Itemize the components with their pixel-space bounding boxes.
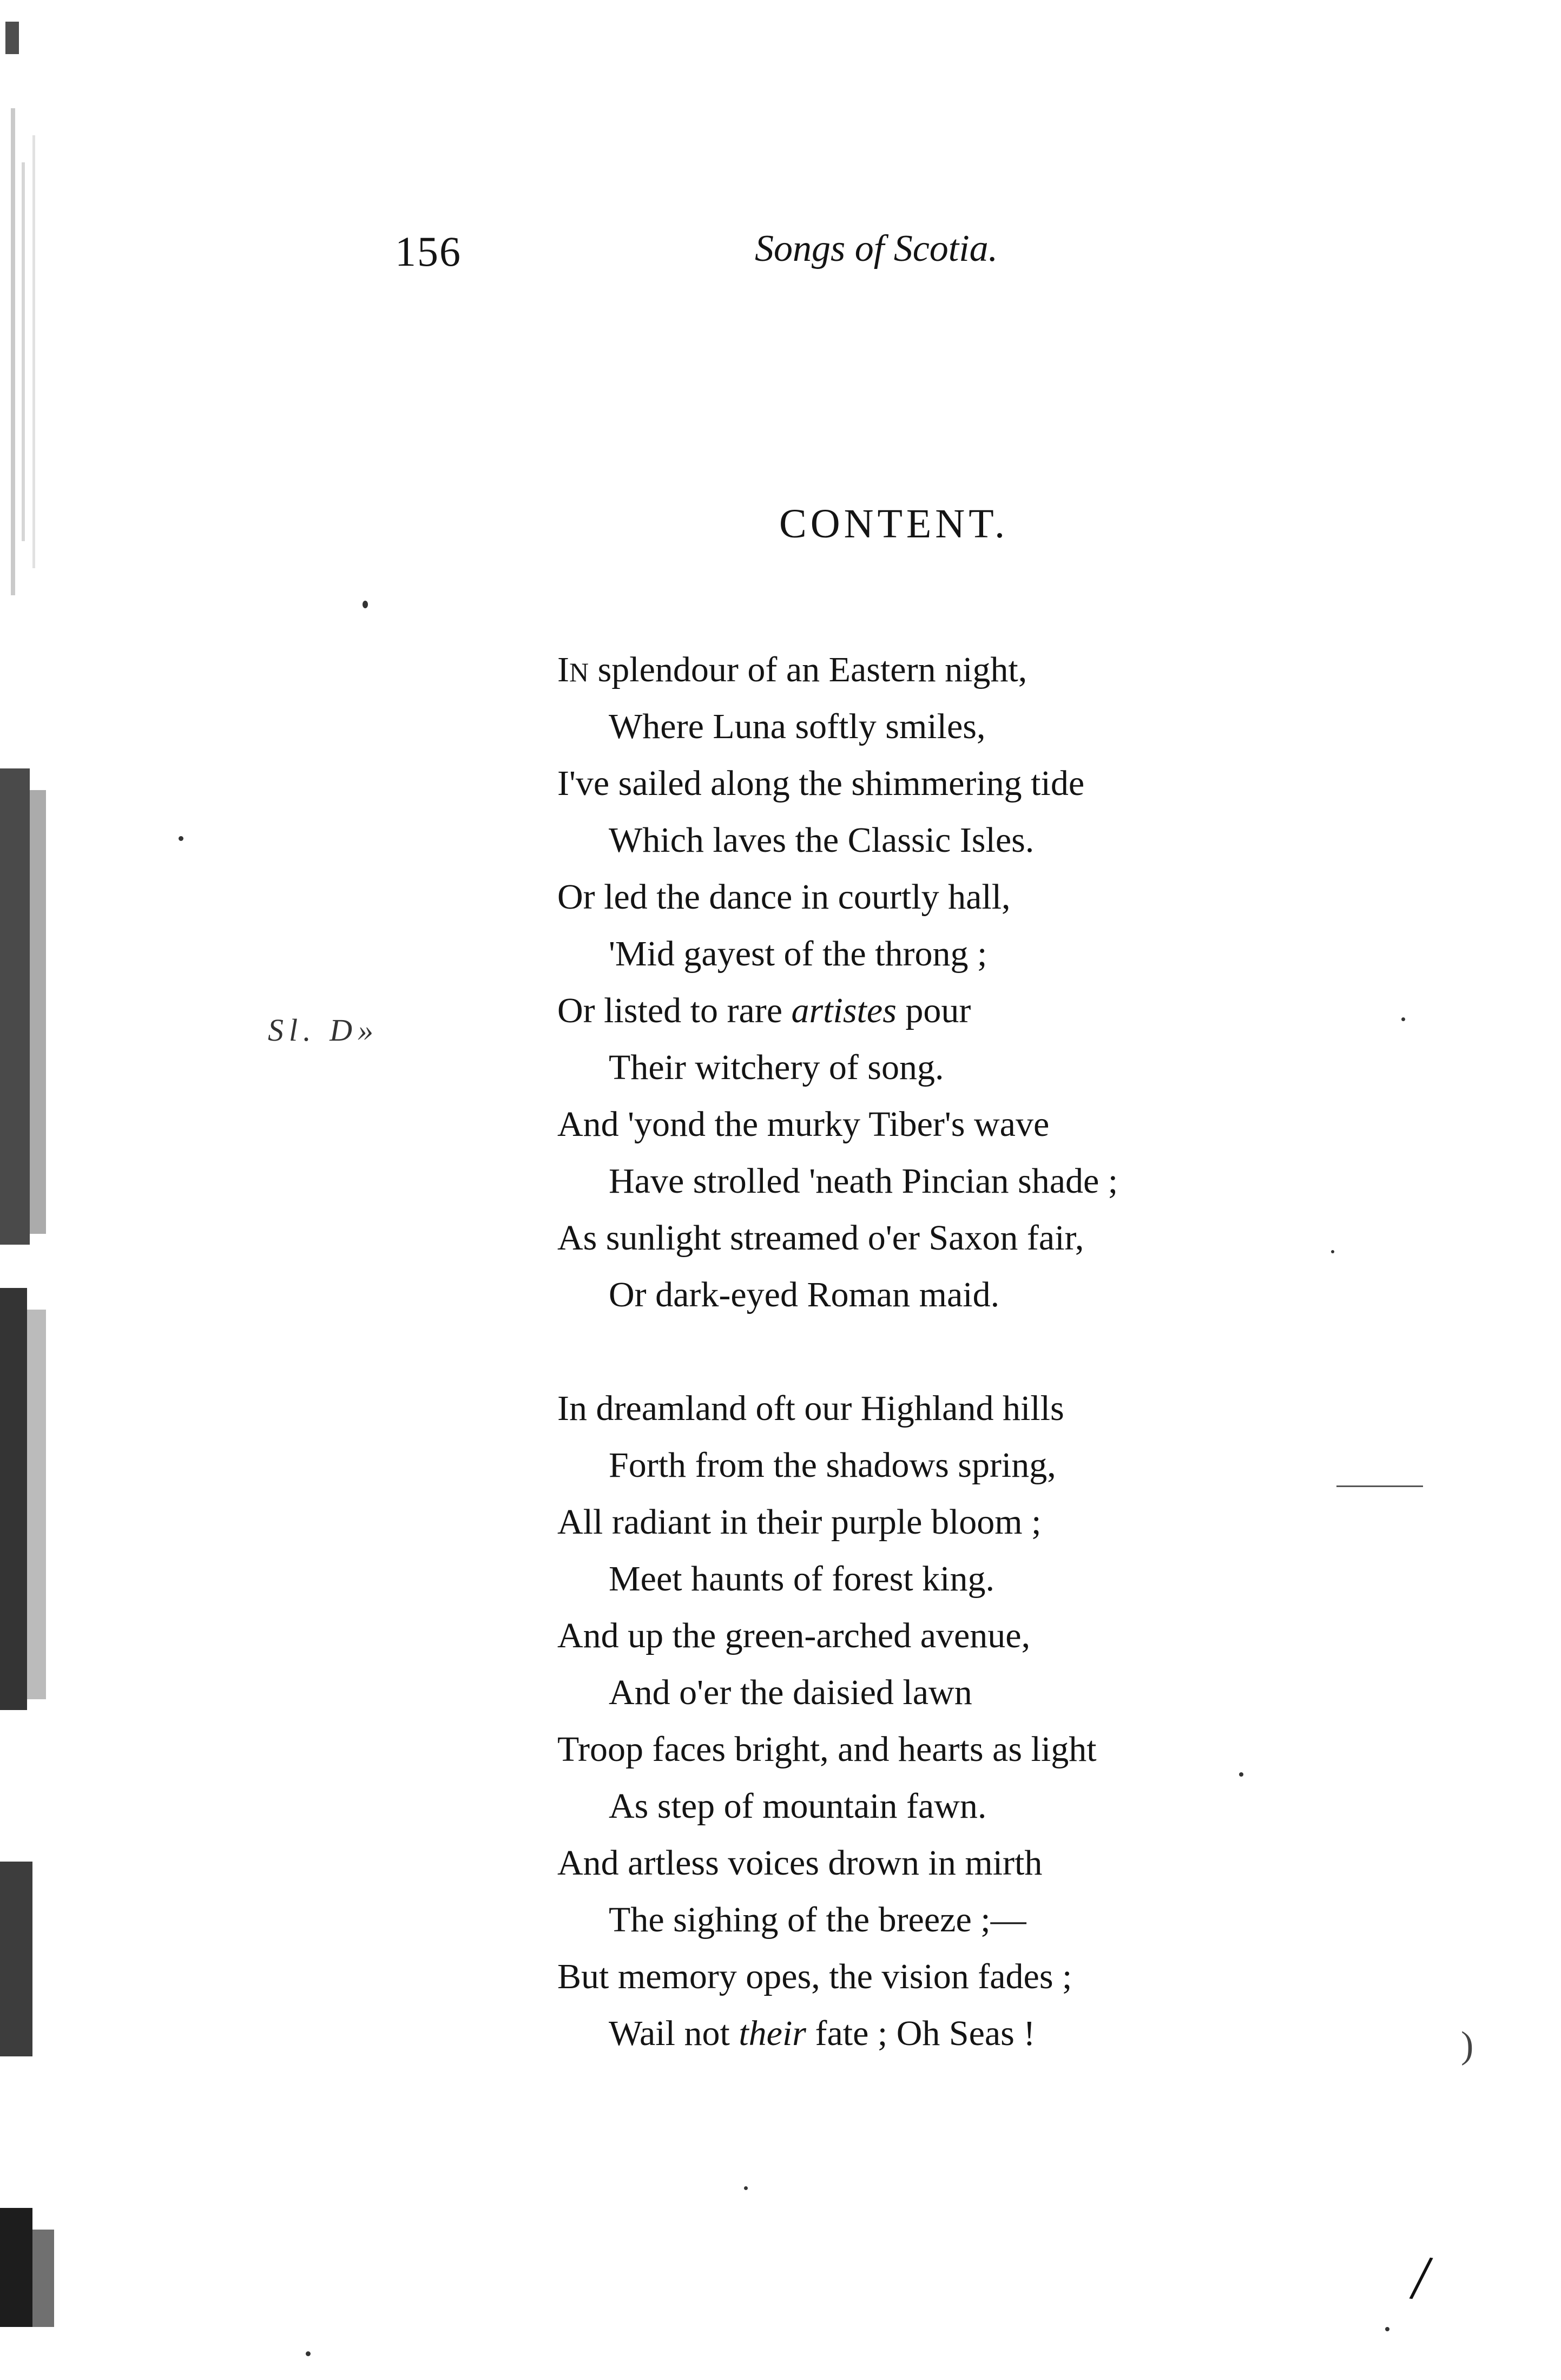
scan-speck (1239, 1772, 1243, 1777)
poem-line: And up the green-arched avenue, (557, 1616, 1031, 1655)
scan-speck (1385, 2327, 1389, 2331)
poem-body (557, 641, 1315, 2062)
poem-line: Or led the dance in courtly hall, (557, 877, 1011, 917)
running-header (0, 227, 1561, 292)
poem-line: But memory opes, the vision fades ; (557, 1957, 1072, 1996)
poem-line: Which laves the Classic Isles. (609, 820, 1035, 860)
small-caps-letter: N (569, 657, 589, 687)
poem-line: 'Mid gayest of the throng ; (609, 934, 987, 974)
line-text: fate ; Oh Seas ! (806, 2014, 1036, 2053)
poem-line: Their witchery of song. (609, 1048, 944, 1087)
page-number: 156 (395, 228, 462, 275)
scan-speck (1401, 1017, 1405, 1021)
scan-speck (363, 601, 368, 608)
poem-line: In dreamland oft our Highland hills (557, 1389, 1064, 1428)
line-text: Wail not (609, 2014, 739, 2053)
scan-speck (744, 2186, 748, 2190)
poem-line: Where Luna softly smiles, (609, 707, 986, 746)
poem-line: The sighing of the breeze ;— (609, 1900, 1026, 1939)
right-margin-mark: ) (1461, 2024, 1474, 2066)
poem-line: Have strolled 'neath Pincian shade ; (609, 1161, 1118, 1201)
scan-speck (306, 2351, 311, 2356)
scan-binding-edge (0, 0, 65, 2380)
poem-stanza (557, 641, 1315, 1323)
poem-stanza (557, 1380, 1315, 2062)
poem-line: As step of mountain fawn. (609, 1786, 987, 1826)
poem-line: All radiant in their purple bloom ; (557, 1502, 1042, 1542)
margin-rule (1336, 1485, 1423, 1487)
scan-speck (179, 836, 183, 841)
margin-annotation: Sl. D» (268, 1013, 379, 1048)
poem-line: Forth from the shadows spring, (609, 1445, 1056, 1485)
poem-line: Or dark-eyed Roman maid. (609, 1275, 1000, 1314)
corner-pencil-mark: / (1407, 2240, 1435, 2315)
line-text: splendour of an Eastern night, (589, 650, 1028, 689)
initial-letter: I (557, 650, 569, 689)
scan-speck (1331, 1250, 1334, 1253)
poem-line: As sunlight streamed o'er Saxon fair, (557, 1218, 1084, 1258)
poem-line: And 'yond the murky Tiber's wave (557, 1104, 1050, 1144)
poem-line: Troop faces bright, and hearts as light (557, 1730, 1097, 1769)
poem-line: And o'er the daisied lawn (609, 1673, 972, 1712)
poem-line (557, 982, 1315, 1039)
poem-line (557, 641, 1315, 698)
poem-line: I've sailed along the shimmering tide (557, 764, 1085, 803)
italic-word: artistes (791, 991, 897, 1030)
line-text: Or listed to rare (557, 991, 792, 1030)
poem-line (557, 2005, 1315, 2062)
line-text: pour (896, 991, 971, 1030)
italic-word: their (739, 2014, 806, 2053)
running-title: Songs of Scotia. (755, 228, 998, 269)
poem-line: Meet haunts of forest king. (609, 1559, 995, 1599)
poem-line: And artless voices drown in mirth (557, 1843, 1043, 1883)
poem-title: CONTENT. (779, 501, 1009, 547)
